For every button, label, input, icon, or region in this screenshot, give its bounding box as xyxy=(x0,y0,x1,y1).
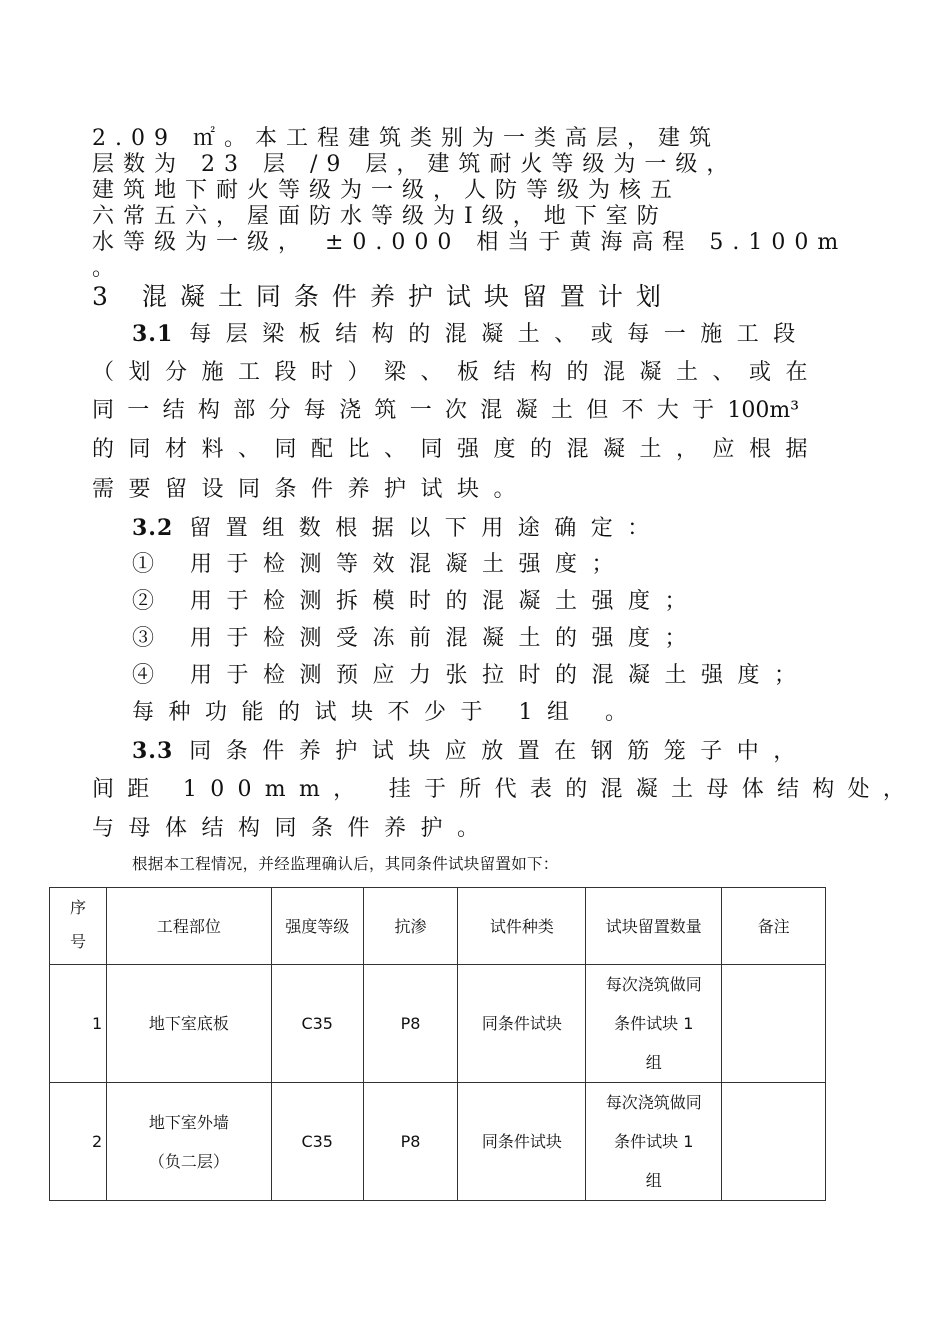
intro-line-4: 六常五六，屋面防水等级为Ⅰ级，地下室防 xyxy=(92,204,668,229)
row-1-quantity xyxy=(586,965,722,1083)
p31-line-5: 需要留设同条件养护试块。 xyxy=(92,477,531,502)
intro-line-5: 水等级为一级， ±0.000 相当于黄海高程 5.100m xyxy=(92,230,848,255)
intro-line-3: 建筑地下耐火等级为一级，人防等级为核五 xyxy=(92,178,682,203)
row-2-seq xyxy=(50,1083,107,1201)
row-2-seq-text: 2 xyxy=(92,1132,103,1151)
table-header-row xyxy=(50,888,826,965)
section-heading: 3 混凝土同条件养护试块留置计划 xyxy=(92,282,674,311)
p32-item-5: 每种功能的试块不少于 1组 。 xyxy=(132,700,642,725)
header-remarks: 备注 xyxy=(722,888,826,965)
table-intro-note: 根据本工程情况，并经监理确认后，其同条件试块留置如下： xyxy=(132,855,559,873)
header-strength: 强度等级 xyxy=(271,888,363,965)
intro-line-6: 。 xyxy=(92,256,124,281)
row-2-strength: C35 xyxy=(271,1083,363,1201)
p32-item-2: ② 用于检测拆模时的混凝土强度； xyxy=(132,589,701,614)
p31-number: 3.1 xyxy=(132,321,174,347)
p31-line-3 xyxy=(92,398,799,424)
p31-line-2: （划分施工段时）梁、板结构的混凝土、或在 xyxy=(92,360,823,385)
header-seq-bottom: 号 xyxy=(69,932,86,951)
row-1-remarks xyxy=(722,965,826,1083)
p32-title: 留置组数根据以下用途确定： xyxy=(189,516,664,541)
p31-volume: 100m³ xyxy=(727,398,800,423)
p31-line-1 xyxy=(132,321,810,348)
p33-number: 3.3 xyxy=(132,738,174,764)
row-1-seq xyxy=(50,965,107,1083)
p33-line-3: 与母体结构同条件养护。 xyxy=(92,816,494,841)
p31-text-1: 每层梁板结构的混凝土、或每一施工段 xyxy=(189,322,810,347)
row-1-specimen-type-text: 同条件试块 xyxy=(481,1014,562,1033)
row-2-impermeability: P8 xyxy=(363,1083,458,1201)
header-quantity-text: 试块留置数量 xyxy=(605,916,702,936)
row-1-impermeability: P8 xyxy=(363,965,458,1083)
row-1-strength: C35 xyxy=(271,965,363,1083)
header-location: 工程部位 xyxy=(106,888,271,965)
header-impermeability: 抗渗 xyxy=(363,888,458,965)
row-2-remarks xyxy=(722,1083,826,1201)
curing-specimen-table xyxy=(49,887,826,1201)
header-quantity xyxy=(586,888,722,965)
header-seq xyxy=(50,888,107,965)
row-2-location xyxy=(106,1083,271,1201)
p32-number: 3.2 xyxy=(132,515,174,541)
p32-line-1 xyxy=(132,515,664,542)
p32-item-1: ① 用于检测等效混凝土强度； xyxy=(132,552,628,577)
p33-line-1 xyxy=(132,738,810,765)
table-row xyxy=(50,1083,826,1201)
row-1-quantity-text: 每次浇筑做同条件试块 1 组 xyxy=(605,975,702,1072)
p31-line-4: 的同材料、同配比、同强度的混凝土，应根据 xyxy=(92,437,823,462)
row-1-seq-text: 1 xyxy=(92,1014,103,1033)
header-seq-top: 序 xyxy=(69,898,86,917)
row-2-specimen-type xyxy=(458,1083,586,1201)
table-row xyxy=(50,965,826,1083)
row-1-specimen-type xyxy=(458,965,586,1083)
row-2-quantity xyxy=(586,1083,722,1201)
p33-line-2: 间距 100mm， 挂于所代表的混凝土母体结构处， xyxy=(92,777,919,802)
row-2-location-text: 地下室外墙（负二层） xyxy=(148,1112,229,1171)
p33-text-1: 同条件养护试块应放置在钢筋笼子中， xyxy=(189,739,810,764)
p32-item-3: ③ 用于检测受冻前混凝土的强度； xyxy=(132,626,701,651)
row-2-quantity-text: 每次浇筑做同条件试块 1 组 xyxy=(605,1093,702,1190)
p32-item-4: ④ 用于检测预应力张拉时的混凝土强度； xyxy=(132,663,811,688)
intro-line-1: 2.09 ㎡。本工程建筑类别为一类高层，建筑 xyxy=(92,126,720,151)
p31-text-3: 同一结构部分每浇筑一次混凝土但不大于 xyxy=(92,398,728,423)
intro-line-2: 层数为 23 层 /9 层，建筑耐火等级为一级， xyxy=(92,152,738,177)
header-specimen-type: 试件种类 xyxy=(458,888,586,965)
row-1-location: 地下室底板 xyxy=(106,965,271,1083)
row-2-specimen-type-text: 同条件试块 xyxy=(481,1132,562,1151)
